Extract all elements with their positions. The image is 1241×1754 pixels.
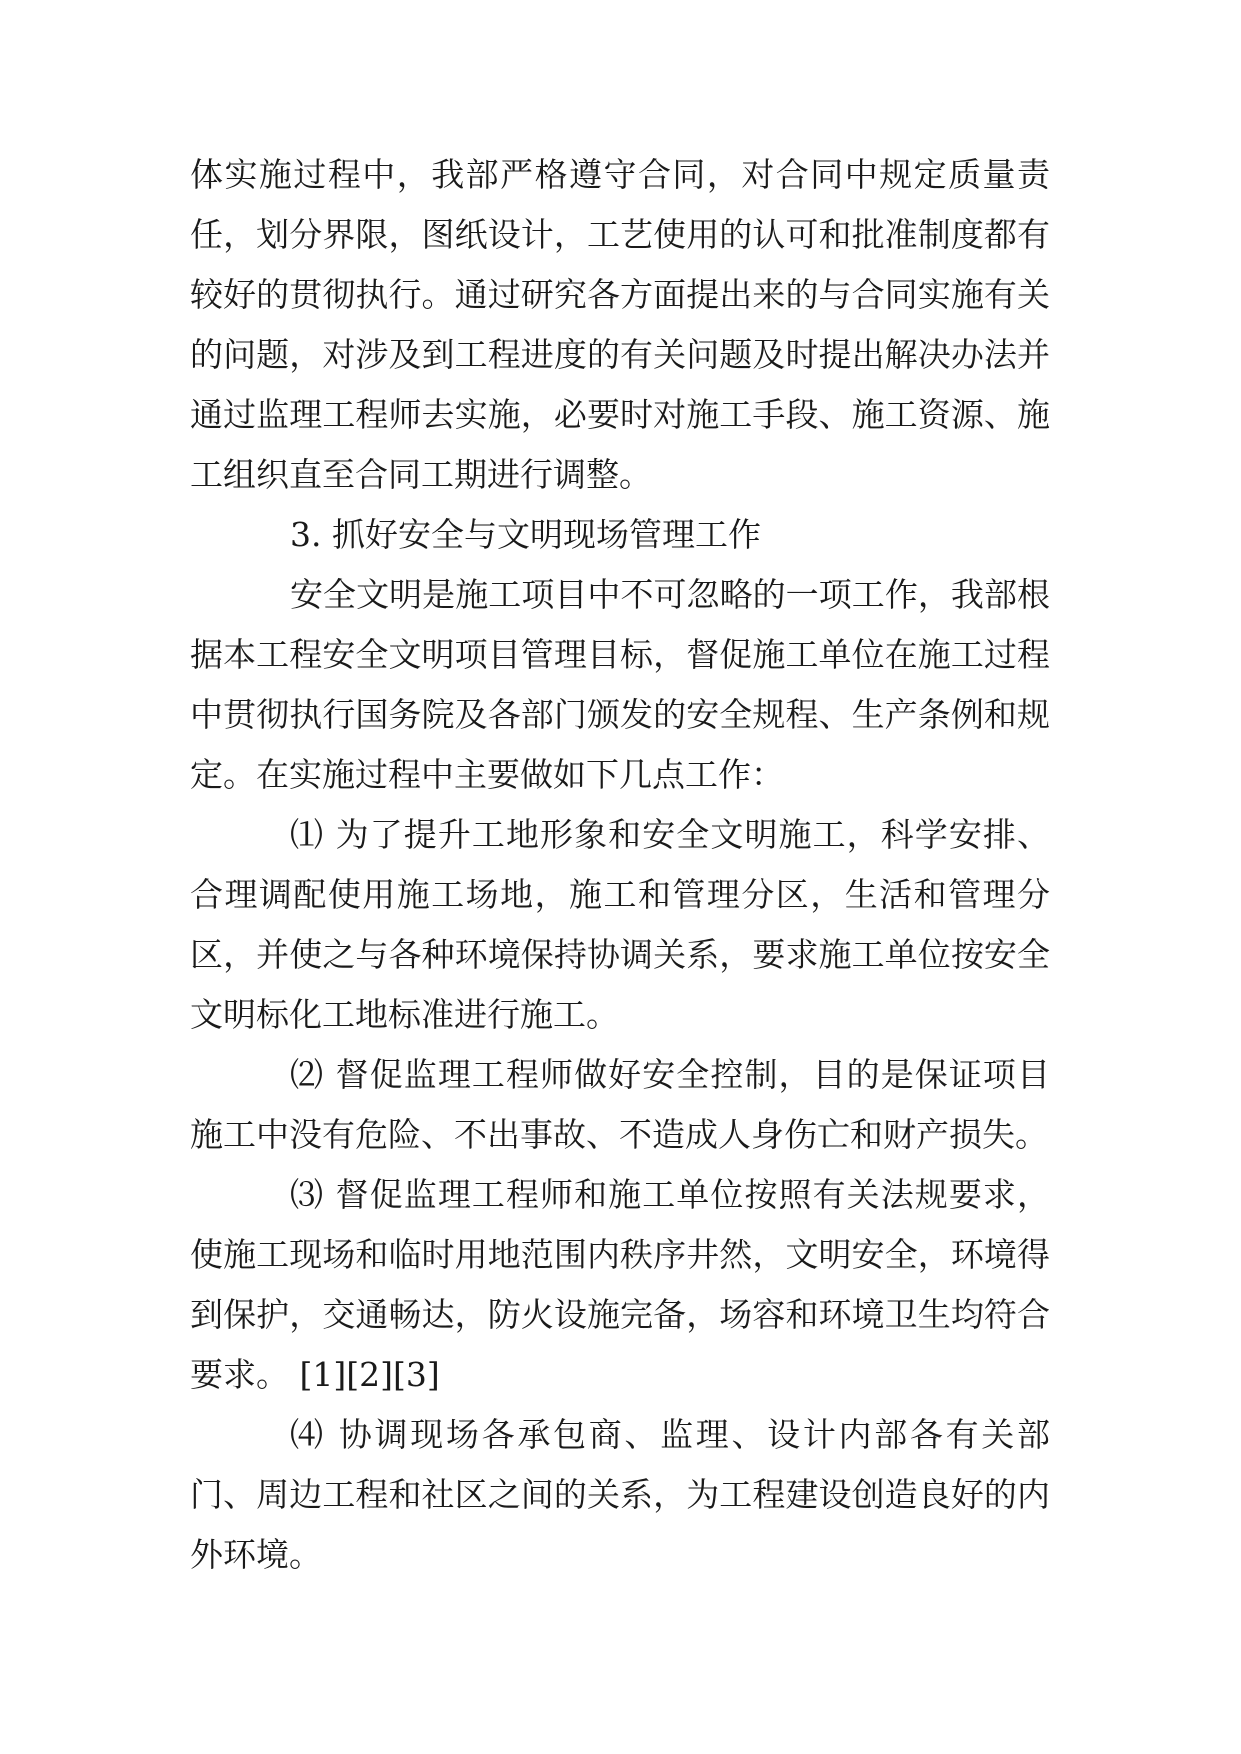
- body-text: [190, 145, 1050, 1585]
- paragraph-safety-civilization: 安全文明是施工项目中不可忽略的一项工作，我部根据本工程安全文明项目管理目标，督促施工单位在施工过程中贯彻执行国务院及各部门颁发的安全规程、生产条例和规定。在实施过程中主要做如下几点工作：: [190, 575, 1050, 794]
- section-heading-safety-management: 3. 抓好安全与文明现场管理工作: [290, 515, 761, 554]
- list-item-4: ⑷ 协调现场各承包商、监理、设计内部各有关部门、周边工程和社区之间的关系，为工程建设创造良好的内外环境。: [190, 1415, 1050, 1574]
- list-item-2: ⑵ 督促监理工程师做好安全控制，目的是保证项目施工中没有危险、不出事故、不造成人身伤亡和财产损失。: [190, 1055, 1050, 1154]
- list-item-1: ⑴ 为了提升工地形象和安全文明施工，科学安排、合理调配使用施工场地，施工和管理分区，生活和管理分区，并使之与各种环境保持协调关系，要求施工单位按安全文明标化工地标准进行施工。: [190, 815, 1050, 1034]
- list-item-3: ⑶ 督促监理工程师和施工单位按照有关法规要求，使施工现场和临时用地范围内秩序井然，文明安全，环境得到保护，交通畅达，防火设施完备，场容和环境卫生均符合要求。 [1][2][3]: [190, 1175, 1050, 1394]
- paragraph-contract-implementation: 体实施过程中，我部严格遵守合同，对合同中规定质量责任，划分界限，图纸设计，工艺使用的认可和批准制度都有较好的贯彻执行。通过研究各方面提出来的与合同实施有关的问题，对涉及到工程进度的有关问题及时提出解决办法并通过监理工程师去实施，必要时对施工手段、施工资源、施工组织直至合同工期进行调整。: [190, 155, 1050, 494]
